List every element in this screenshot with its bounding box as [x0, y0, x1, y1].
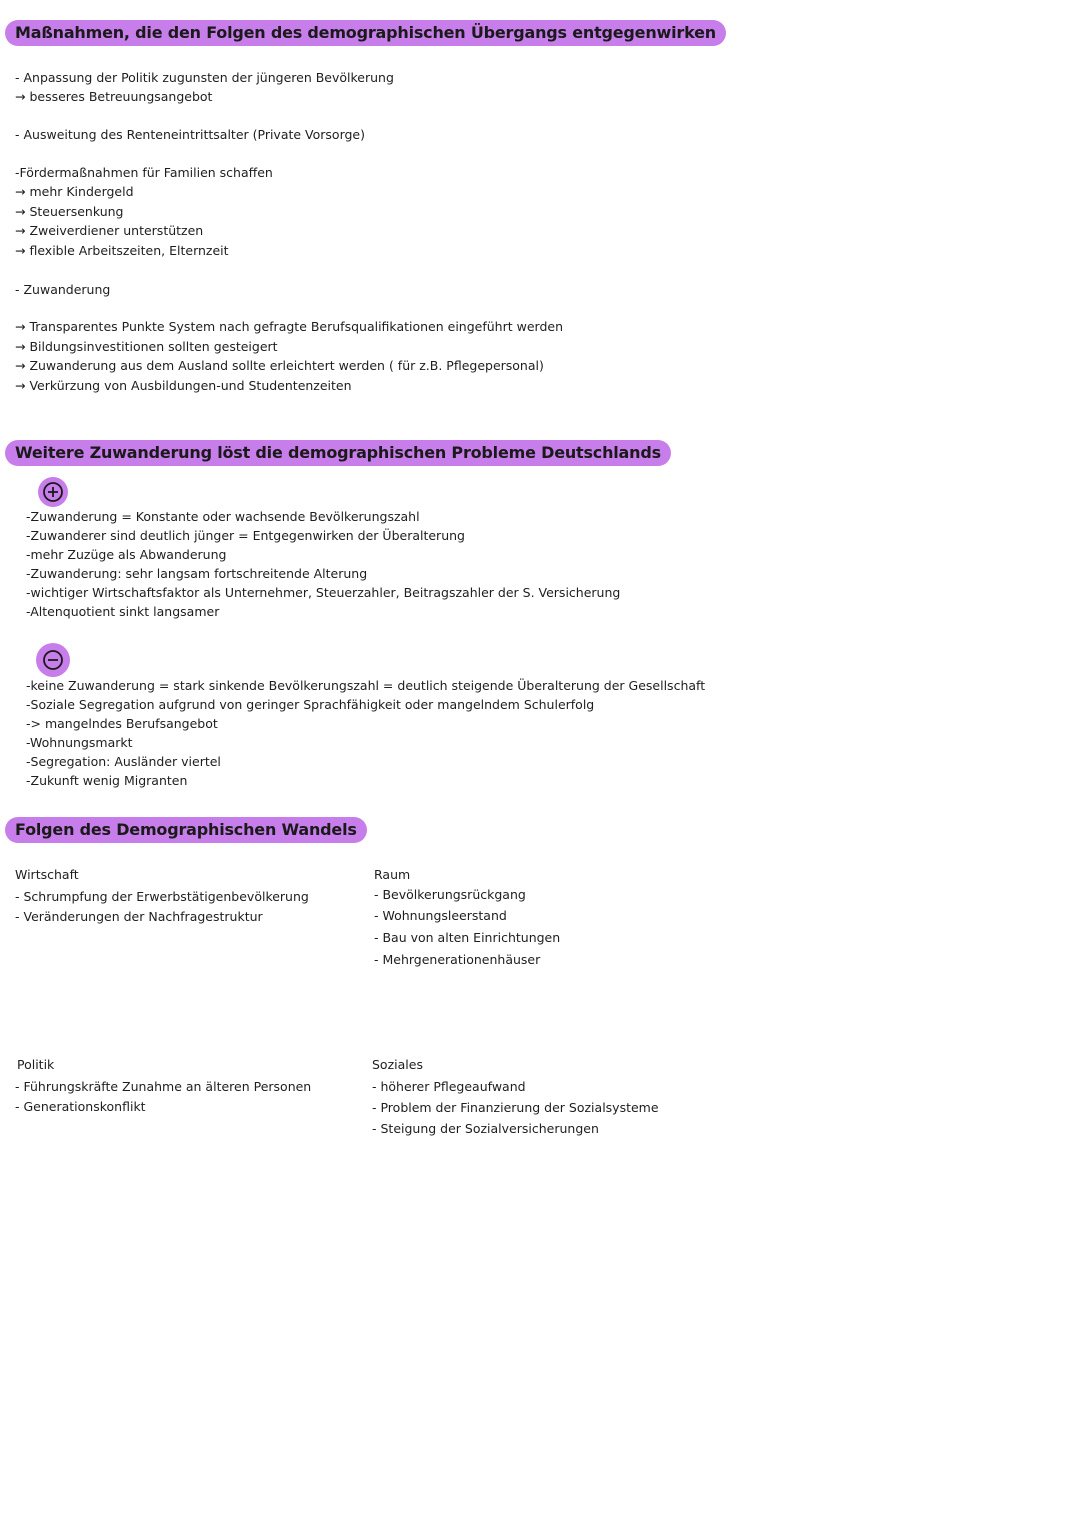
category-label-raum: Raum: [374, 867, 411, 882]
text-line: → Zweiverdiener unterstützen: [15, 223, 204, 238]
category-item: - Veränderungen der Nachfragestruktur: [15, 909, 263, 924]
text-line: → besseres Betreuungsangebot: [15, 89, 213, 104]
text-line: → flexible Arbeitszeiten, Elternzeit: [15, 243, 229, 258]
text-line: - Zuwanderung: [15, 282, 111, 297]
category-item: - Bau von alten Einrichtungen: [374, 930, 561, 945]
text-line: → Transparentes Punkte System nach gefragte Berufsqualifikationen eingeführt werden: [15, 319, 563, 334]
text-line: -Fördermaßnahmen für Familien schaffen: [15, 165, 273, 180]
pro-line: -Zuwanderung = Konstante oder wachsende Bevölkerungszahl: [26, 509, 420, 524]
contra-line: -Wohnungsmarkt: [26, 735, 133, 750]
text-line: → mehr Kindergeld: [15, 184, 134, 199]
pro-line: -mehr Zuzüge als Abwanderung: [26, 547, 227, 562]
category-item: - Generationskonflikt: [15, 1099, 146, 1114]
category-item: - Mehrgenerationenhäuser: [374, 952, 541, 967]
pro-line: -Zuwanderung: sehr langsam fortschreitende Alterung: [26, 566, 368, 581]
text-line: → Bildungsinvestitionen sollten gesteigert: [15, 339, 278, 354]
plus-circle-icon: [38, 477, 68, 507]
contra-line: -Soziale Segregation aufgrund von geringer Sprachfähigkeit oder mangelndem Schulerfolg: [26, 697, 595, 712]
category-item: - höherer Pflegeaufwand: [372, 1079, 526, 1094]
category-item: - Steigung der Sozialversicherungen: [372, 1121, 599, 1136]
text-line: → Zuwanderung aus dem Ausland sollte erleichtert werden ( für z.B. Pflegepersonal): [15, 358, 544, 373]
text-line: → Verkürzung von Ausbildungen-und Studentenzeiten: [15, 378, 352, 393]
contra-line: -Segregation: Ausländer viertel: [26, 754, 221, 769]
category-label-soziales: Soziales: [372, 1057, 423, 1072]
contra-line: -keine Zuwanderung = stark sinkende Bevölkerungszahl = deutlich steigende Überalterung der Gesellschaft: [26, 678, 706, 693]
category-item: - Problem der Finanzierung der Sozialsysteme: [372, 1100, 659, 1115]
pro-line: -wichtiger Wirtschaftsfaktor als Unternehmer, Steuerzahler, Beitragszahler der S. Versicherung: [26, 585, 621, 600]
section-heading-immigration: Weitere Zuwanderung löst die demographischen Probleme Deutschlands: [5, 440, 671, 466]
category-item: - Führungskräfte Zunahme an älteren Personen: [15, 1079, 312, 1094]
text-line: - Anpassung der Politik zugunsten der jüngeren Bevölkerung: [15, 70, 394, 85]
pro-line: -Zuwanderer sind deutlich jünger = Entgegenwirken der Überalterung: [26, 528, 465, 543]
category-item: - Schrumpfung der Erwerbstätigenbevölkerung: [15, 889, 309, 904]
section-heading-measures: Maßnahmen, die den Folgen des demographischen Übergangs entgegenwirken: [5, 20, 726, 46]
category-item: - Bevölkerungsrückgang: [374, 887, 526, 902]
category-item: - Wohnungsleerstand: [374, 908, 507, 923]
text-line: - Ausweitung des Renteneintrittsalter (Private Vorsorge): [15, 127, 365, 142]
minus-circle-icon: [36, 643, 70, 677]
section-heading-consequences: Folgen des Demographischen Wandels: [5, 817, 367, 843]
contra-line: -Zukunft wenig Migranten: [26, 773, 188, 788]
category-label-wirtschaft: Wirtschaft: [15, 867, 79, 882]
category-label-politik: Politik: [17, 1057, 55, 1072]
contra-line: -> mangelndes Berufsangebot: [26, 716, 218, 731]
pro-line: -Altenquotient sinkt langsamer: [26, 604, 220, 619]
text-line: → Steuersenkung: [15, 204, 124, 219]
